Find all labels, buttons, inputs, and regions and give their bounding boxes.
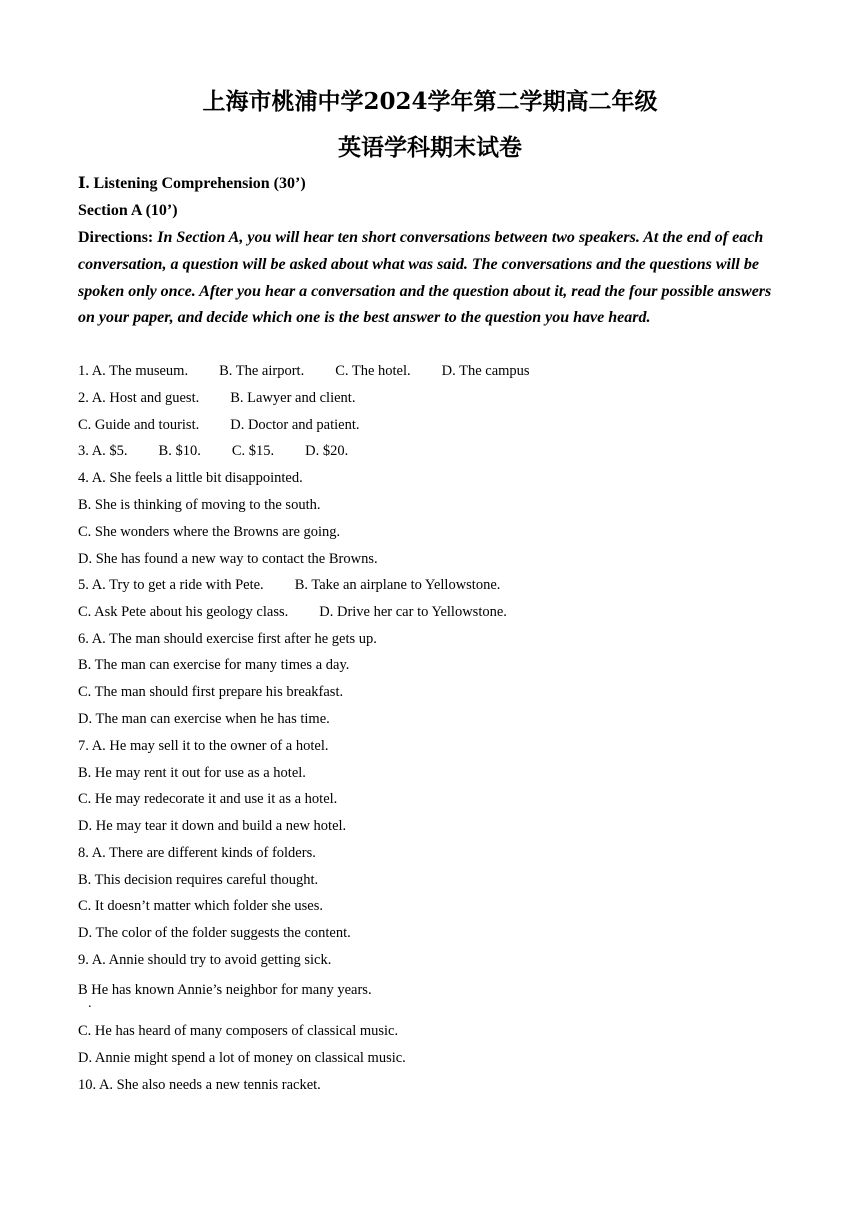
option-a: 2. A. Host and guest. [78,390,200,406]
option-d: D. Doctor and patient. [230,417,360,433]
question-9-option-d: D. Annie might spend a lot of money on classical music. [78,1050,406,1066]
question-7-option-c: C. He may redecorate it and use it as a hotel. [78,791,338,807]
question-3 [78,442,348,460]
exam-title: 上海市桃浦中学2024学年第二学期高二年级 [202,88,658,115]
option-d: D. Drive her car to Yellowstone. [319,604,507,620]
question-4-option-d: D. She has found a new way to contact the Browns. [78,551,378,567]
exam-subtitle: 英语学科期末试卷 [338,134,522,161]
option-c: C. $15. [231,443,275,459]
option-c: C. Guide and tourist. [78,417,200,433]
question-4-option-a: 4. A. She feels a little bit disappointed. [78,470,303,486]
question-6-option-b: B. The man can exercise for many times a day. [78,657,350,673]
question-7-option-d: D. He may tear it down and build a new hotel. [78,818,347,834]
question-2-line-2 [78,416,360,434]
option-b: B. Take an airplane to Yellowstone. [294,577,501,593]
option-d: D. $20. [305,443,349,459]
option-b: B. The airport. [219,363,305,379]
option-a: 3. A. $5. [78,443,128,459]
option-a: 1. A. The museum. [78,363,189,379]
option-a: 5. A. Try to get a ride with Pete. [78,577,264,593]
question-8-option-d: D. The color of the folder suggests the content. [78,925,351,941]
question-8-option-b: B. This decision requires careful thought. [78,872,319,888]
question-6-option-c: C. The man should first prepare his breakfast. [78,684,344,700]
question-6-option-a: 6. A. The man should exercise first after he gets up. [78,631,377,647]
directions [78,225,778,332]
question-8-option-c: C. It doesn’t matter which folder she uses. [78,898,323,914]
option-d: D. The campus [441,363,530,379]
question-9-option-a: 9. A. Annie should try to avoid getting sick. [78,952,332,968]
directions-label: Directions: [78,229,154,246]
option-b: B. $10. [158,443,201,459]
stray-dot: . [88,996,92,1011]
question-6-option-d: D. The man can exercise when he has time. [78,711,330,727]
part-heading: Ⅰ. Listening Comprehension (30’) [78,175,306,192]
question-4-option-c: C. She wonders where the Browns are going. [78,524,341,540]
directions-text: In Section A, you will hear ten short conversations between two speakers. At the end of each conversation, a question will be asked about what was said. The conversations and the questions will be spoken only once. After you hear a conversation and the question about it, read the four possible answers on your paper, and decide which one is the best answer to the question you have heard. [78,229,772,327]
option-c: C. Ask Pete about his geology class. [78,604,289,620]
question-9-option-b: B He has known Annie’s neighbor for many years. [78,982,372,998]
question-2-line-1 [78,389,355,407]
question-9-option-c: C. He has heard of many composers of classical music. [78,1023,399,1039]
option-c: C. The hotel. [335,363,411,379]
question-7-option-a: 7. A. He may sell it to the owner of a hotel. [78,738,329,754]
question-1 [78,362,530,380]
question-10-option-a: 10. A. She also needs a new tennis racket. [78,1077,321,1093]
question-7-option-b: B. He may rent it out for use as a hotel. [78,765,306,781]
question-5-line-1 [78,576,500,594]
question-8-option-a: 8. A. There are different kinds of folders. [78,845,316,861]
option-b: B. Lawyer and client. [230,390,356,406]
question-4-option-b: B. She is thinking of moving to the south. [78,497,321,513]
section-heading: Section A (10’) [78,202,178,219]
question-5-line-2 [78,603,507,621]
